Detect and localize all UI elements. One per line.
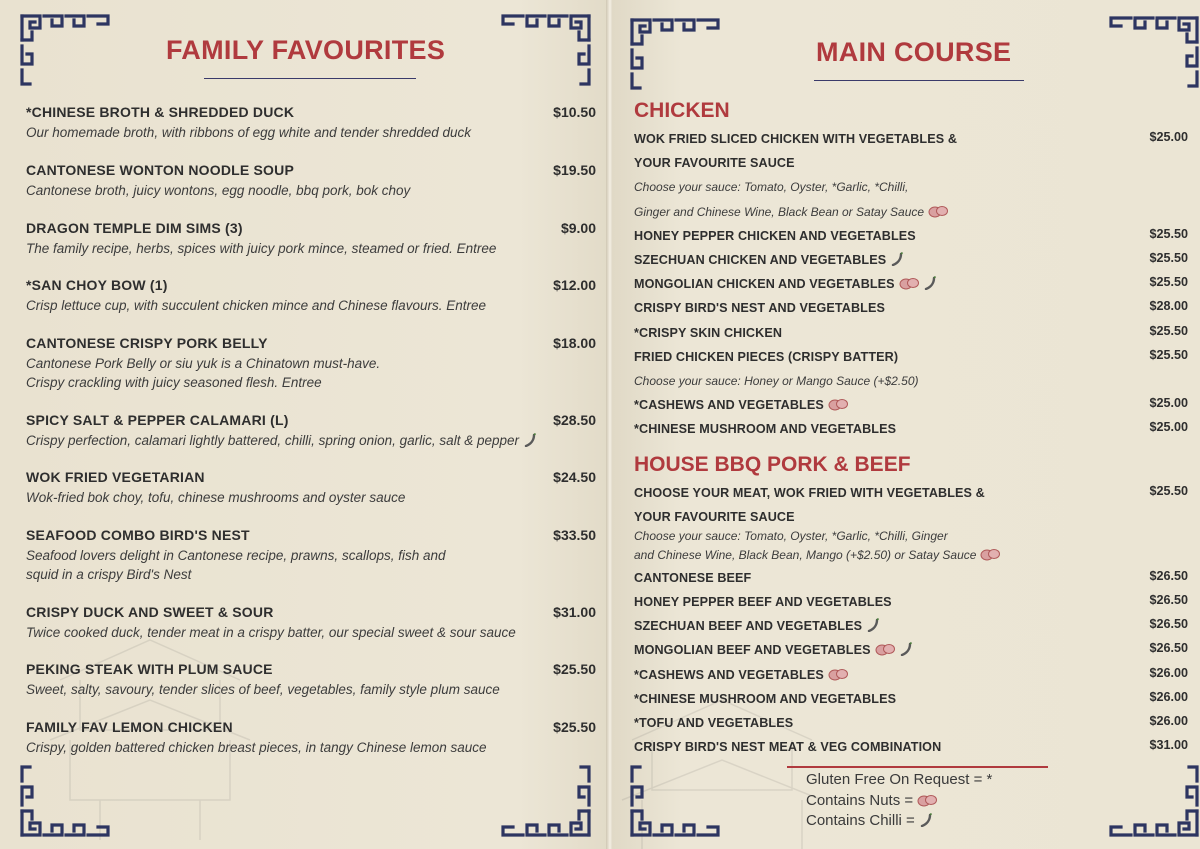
nut-icon [980,548,1000,561]
menu-item-price: $19.50 [553,162,596,178]
menu-item-desc [26,680,598,699]
legend-nuts-row [806,791,992,812]
menu-row-price: $25.50 [1149,323,1188,338]
legend-chilli-row [806,811,992,832]
menu-row [634,130,1188,150]
nut-icon [928,205,948,218]
menu-item-price: $25.50 [553,719,596,735]
ornament-bottom-left-icon [18,764,113,839]
menu-item-name: WOK FRIED VEGETARIAN [26,469,205,485]
menu-item-price: $10.50 [553,104,596,120]
menu-item-desc-text: Twice cooked duck, tender meat in a crispy batter, our special sweet & sour sauce [26,625,516,640]
menu-row-price: $25.00 [1149,396,1188,411]
menu-item [26,104,598,142]
menu-row [634,714,1188,734]
legend [806,770,992,832]
menu-item-desc [26,354,598,392]
menu-item-desc [26,546,598,584]
ornament-top-right-icon-r [1106,14,1200,89]
menu-row-name: MONGOLIAN BEEF AND VEGETABLES [634,643,871,657]
family-favourites-title: FAMILY FAVOURITES [166,35,446,65]
menu-row [634,666,1188,686]
ornament-bottom-right-icon-r [1106,764,1200,839]
legend-chilli: Contains Chilli = [806,812,915,829]
menu-row-price: $26.00 [1149,690,1188,704]
ornament-bottom-right-icon [498,764,593,839]
menu-row [634,420,1188,440]
menu-row [634,396,1188,416]
menu-row [634,690,1188,710]
menu-row-note-text: Choose your sauce: Tomato, Oyster, *Garlic, *Chilli, Ginger [634,529,948,543]
menu-item-desc-text: Cantonese Pork Belly or siu yuk is a Chinatown must-have. Crispy crackling with juicy seasoned flesh. Entree [26,356,381,390]
menu-row-price: $26.00 [1149,714,1188,728]
menu-row-name: FRIED CHICKEN PIECES (CRISPY BATTER) [634,349,899,364]
menu-row-name: MONGOLIAN CHICKEN AND VEGETABLES [634,277,895,292]
menu-item-desc-text: Cantonese broth, juicy wontons, egg noodle, bbq pork, bok choy [26,183,411,198]
menu-row-price: $25.00 [1149,130,1188,144]
menu-row-price: $25.00 [1149,420,1188,435]
menu-row-note [634,178,1188,198]
menu-row [634,484,1188,504]
nut-icon [875,643,895,656]
menu-item-desc-text: Our homemade broth, with ribbons of egg white and tender shredded duck [26,125,472,140]
menu-item-desc [26,296,598,315]
menu-row-name: *CHINESE MUSHROOM AND VEGETABLES [634,422,897,437]
menu-row-name: YOUR FAVOURITE SAUCE [634,156,795,171]
menu-item-price: $31.00 [553,604,596,620]
menu-row-note [634,372,1188,392]
menu-row-price: $31.00 [1149,738,1188,752]
menu-item [26,412,598,450]
menu-item-name: CANTONESE WONTON NOODLE SOUP [26,162,294,178]
menu-row [634,324,1188,344]
chilli-icon [890,252,904,266]
menu-row [634,508,1188,528]
menu-item-price: $12.00 [553,277,596,293]
menu-item-name: SEAFOOD COMBO BIRD'S NEST [26,527,250,543]
menu-row [634,617,1188,637]
chilli-icon [919,813,933,827]
menu-item [26,719,598,757]
menu-item-price: $18.00 [553,335,596,351]
ornament-top-left-icon [18,12,113,87]
menu-item [26,220,598,258]
menu-row-name: YOUR FAVOURITE SAUCE [634,510,795,524]
menu-item-name: SPICY SALT & PEPPER CALAMARI (L) [26,412,289,428]
menu-row-name: *TOFU AND VEGETABLES [634,716,794,730]
menu-item [26,277,598,315]
menu-item [26,469,598,507]
family-favourites-rule [204,78,416,79]
ornament-top-left-icon-r [628,16,723,91]
menu-item-desc [26,431,598,450]
menu-row-name: *CHINESE MUSHROOM AND VEGETABLES [634,692,897,706]
menu-row [634,348,1188,368]
menu-row-note-text: Choose your sauce: Honey or Mango Sauce (+$2.50) [634,374,919,388]
menu-item-name: DRAGON TEMPLE DIM SIMS (3) [26,220,243,236]
menu-item-name: PEKING STEAK WITH PLUM SAUCE [26,661,273,677]
menu-row-name: *CASHEWS AND VEGETABLES [634,398,824,413]
chicken-section-title: CHICKEN [634,99,730,122]
legend-gluten: Gluten Free On Request = * [806,771,993,788]
menu-item [26,527,598,584]
menu-item-desc [26,123,598,142]
menu-row-price: $26.00 [1149,666,1188,680]
menu-row-price: $25.50 [1149,484,1188,498]
menu-item-price: $9.00 [560,220,596,236]
menu-row-note-text: and Chinese Wine, Black Bean, Mango (+$2.50) or Satay Sauce [634,548,977,562]
menu-row-name: WOK FRIED SLICED CHICKEN WITH VEGETABLES & [634,132,958,146]
menu-row-name: CRISPY BIRD'S NEST AND VEGETABLES [634,301,885,316]
menu-row-price: $25.50 [1149,251,1188,265]
menu-row-name: HONEY PEPPER CHICKEN AND VEGETABLES [634,228,916,243]
chilli-icon [899,642,913,656]
menu-row-price: $25.50 [1149,347,1188,362]
menu-row [634,738,1188,758]
menu-row [634,641,1188,661]
nut-icon [828,398,848,411]
bbq-section-title: HOUSE BBQ PORK & BEEF [634,453,911,476]
menu-row-price: $26.50 [1149,569,1188,583]
menu-row-price: $25.50 [1149,226,1188,241]
menu-row-name: SZECHUAN CHICKEN AND VEGETABLES [634,253,887,267]
menu-item-desc [26,181,598,200]
menu-item [26,335,598,392]
ornament-bottom-left-icon-r [628,764,723,839]
menu-row-note-text: Ginger and Chinese Wine, Black Bean or Satay Sauce [634,204,925,219]
legend-rule [787,766,1048,768]
menu-row [634,227,1188,247]
menu-item-price: $28.50 [553,412,596,428]
menu-row-note [634,527,1188,547]
menu-item-desc [26,738,598,757]
menu-row-note [634,203,1188,223]
menu-row-name: *CASHEWS AND VEGETABLES [634,668,824,682]
ornament-top-right-icon [498,12,593,87]
chilli-icon [866,618,880,632]
menu-item-price: $24.50 [553,469,596,485]
menu-item-desc-text: Seafood lovers delight in Cantonese recipe, prawns, scallops, fish and squid in a crispy Bird's Nest [26,548,446,582]
menu-item [26,661,598,699]
menu-row-name: CHOOSE YOUR MEAT, WOK FRIED WITH VEGETABLES & [634,486,985,500]
chilli-icon [923,276,937,290]
menu-row-name: CANTONESE BEEF [634,571,752,585]
menu-row-note-text: Choose your sauce: Tomato, Oyster, *Garlic, *Chilli, [634,180,909,195]
menu-item-desc [26,623,598,642]
menu-row-price: $26.50 [1149,641,1188,655]
menu-item-desc-text: Crispy perfection, calamari lightly battered, chilli, spring onion, garlic, salt & pepper [26,433,519,448]
nut-icon [917,794,937,807]
menu-item-desc-text: Wok-fried bok choy, tofu, chinese mushrooms and oyster sauce [26,490,406,505]
menu-item-price: $25.50 [553,661,596,677]
chilli-icon [523,433,537,447]
menu-row-name: CRISPY BIRD'S NEST MEAT & VEG COMBINATION [634,740,942,754]
menu-row-name: HONEY PEPPER BEEF AND VEGETABLES [634,595,892,609]
menu-item-desc-text: The family recipe, herbs, spices with juicy pork mince, steamed or fried. Entree [26,241,497,256]
menu-row-name: SZECHUAN BEEF AND VEGETABLES [634,619,863,633]
nut-icon [899,277,919,290]
menu-row-price: $26.50 [1149,617,1188,631]
menu-item-name: CANTONESE CRISPY PORK BELLY [26,335,268,351]
menu-row [634,251,1188,271]
menu-item [26,604,598,642]
menu-item-name: *SAN CHOY BOW (1) [26,277,168,293]
menu-row [634,275,1188,295]
menu-item-name: CRISPY DUCK AND SWEET & SOUR [26,604,274,620]
menu-item-desc-text: Crisp lettuce cup, with succulent chicken mince and Chinese flavours. Entree [26,298,486,313]
menu-item-desc [26,488,598,507]
menu-item-desc-text: Sweet, salty, savoury, tender slices of beef, vegetables, family style plum sauce [26,682,500,697]
main-course-title: MAIN COURSE [816,37,1012,67]
menu-item-price: $33.50 [553,527,596,543]
menu-item [26,162,598,200]
menu-row-price: $28.00 [1149,299,1188,314]
menu-row-price: $25.50 [1149,275,1188,290]
menu-row [634,569,1188,589]
menu-item-name: FAMILY FAV LEMON CHICKEN [26,719,233,735]
menu-item-desc [26,239,598,258]
nut-icon [828,668,848,681]
menu-row-price: $26.50 [1149,593,1188,607]
menu-item-desc-text: Crispy, golden battered chicken breast pieces, in tangy Chinese lemon sauce [26,740,487,755]
menu-row [634,154,1188,174]
menu-row-note [634,546,1188,566]
main-course-rule [814,80,1024,81]
menu-row [634,593,1188,613]
menu-row [634,299,1188,319]
menu-item-name: *CHINESE BROTH & SHREDDED DUCK [26,104,295,120]
menu-row-name: *CRISPY SKIN CHICKEN [634,325,783,340]
legend-nuts: Contains Nuts = [806,791,914,809]
